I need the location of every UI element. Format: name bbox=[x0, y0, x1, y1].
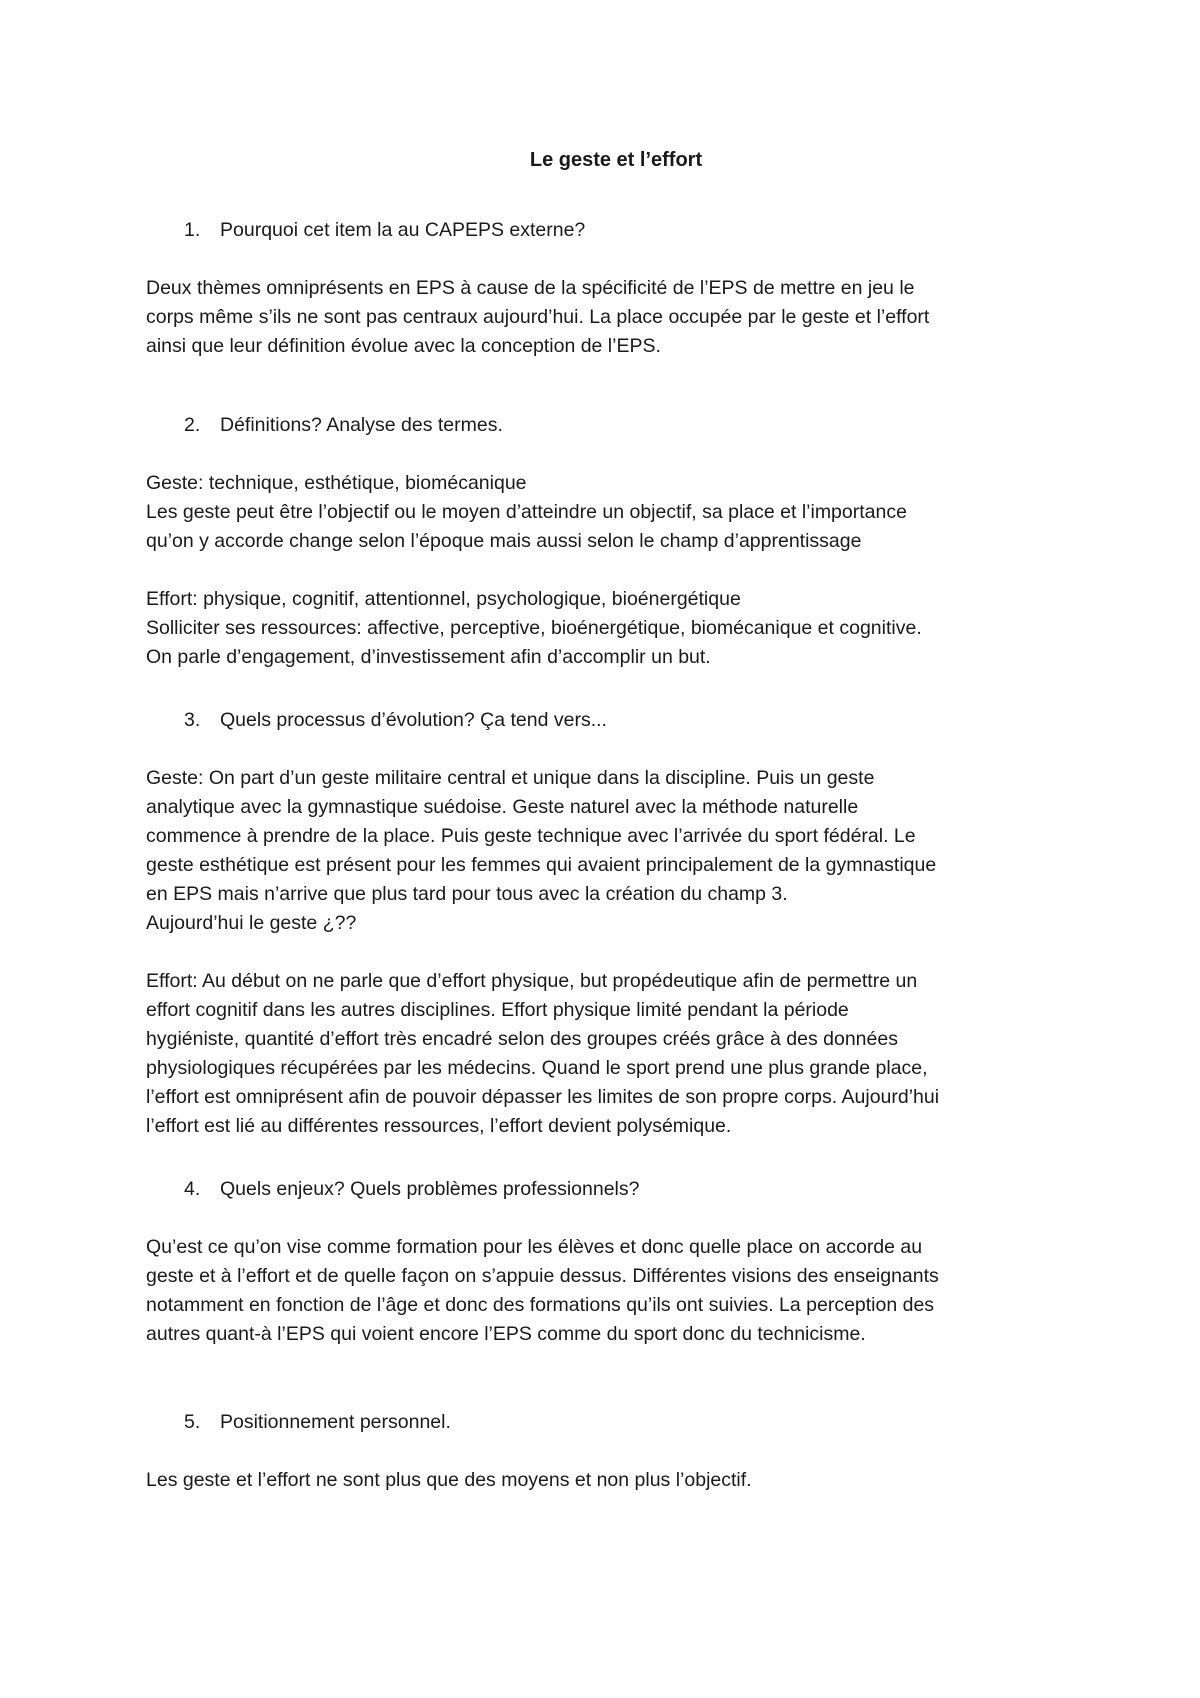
document-page bbox=[146, 0, 1086, 1698]
text-line: effort cognitif dans les autres disciplines. Effort physique limité pendant la période bbox=[146, 999, 849, 1021]
section-heading-text: Quels enjeux? Quels problèmes professionnels? bbox=[220, 1178, 640, 1200]
paragraph bbox=[146, 1233, 1086, 1349]
text-line: Effort: Au début on ne parle que d’effort physique, but propédeutique afin de permettre un bbox=[146, 970, 918, 992]
section-number: 2. bbox=[184, 414, 201, 436]
text-line: geste esthétique est présent pour les femmes qui avaient principalement de la gymnastique bbox=[146, 854, 937, 876]
section-heading bbox=[184, 411, 1086, 440]
section-heading-text: Pourquoi cet item la au CAPEPS externe? bbox=[220, 219, 586, 241]
text-line: autres quant-à l’EPS qui voient encore l’EPS comme du sport donc du technicisme. bbox=[146, 1323, 866, 1345]
section-heading-text: Positionnement personnel. bbox=[220, 1411, 451, 1433]
text-line: On parle d’engagement, d’investissement afin d’accomplir un but. bbox=[146, 646, 711, 668]
text-line: geste et à l’effort et de quelle façon on s’appuie dessus. Différentes visions des enseignants bbox=[146, 1265, 939, 1287]
document-title: Le geste et l’effort bbox=[529, 149, 703, 171]
text-line: l’effort est lié au différentes ressources, l’effort devient polysémique. bbox=[146, 1115, 732, 1137]
text-line: corps même s’ils ne sont pas centraux aujourd’hui. La place occupée par le geste et l’effort bbox=[146, 306, 930, 328]
section-heading bbox=[184, 1175, 1086, 1204]
section-3 bbox=[146, 706, 1086, 1141]
paragraph bbox=[146, 764, 1086, 938]
section-number: 4. bbox=[184, 1178, 201, 1200]
text-line: Solliciter ses ressources: affective, perceptive, bioénergétique, biomécanique et cognitive. bbox=[146, 617, 922, 639]
text-line: notamment en fonction de l’âge et donc des formations qu’ils ont suivies. La perception des bbox=[146, 1294, 935, 1316]
section-2 bbox=[146, 411, 1086, 672]
section-number: 1. bbox=[184, 219, 201, 241]
text-line: commence à prendre de la place. Puis geste technique avec l’arrivée du sport fédéral. Le bbox=[146, 825, 916, 847]
text-line: Les geste peut être l’objectif ou le moyen d’atteindre un objectif, sa place et l’importance bbox=[146, 501, 907, 523]
section-number: 3. bbox=[184, 709, 201, 731]
section-heading-text: Définitions? Analyse des termes. bbox=[220, 414, 503, 436]
section-4 bbox=[146, 1175, 1086, 1349]
text-line: hygiéniste, quantité d’effort très encadré selon des groupes créés grâce à des données bbox=[146, 1028, 898, 1050]
text-line: Deux thèmes omniprésents en EPS à cause de la spécificité de l’EPS de mettre en jeu le bbox=[146, 277, 915, 299]
text-line: Aujourd’hui le geste ¿?? bbox=[146, 912, 357, 934]
text-line: physiologiques récupérées par les médecins. Quand le sport prend une plus grande place, bbox=[146, 1057, 928, 1079]
text-line: Qu’est ce qu’on vise comme formation pour les élèves et donc quelle place on accorde au bbox=[146, 1236, 923, 1258]
section-number: 5. bbox=[184, 1411, 201, 1433]
section-1 bbox=[146, 216, 1086, 361]
text-line: en EPS mais n’arrive que plus tard pour tous avec la création du champ 3. bbox=[146, 883, 788, 905]
section-heading bbox=[184, 1408, 1086, 1437]
section-heading-text: Quels processus d’évolution? Ça tend vers... bbox=[220, 709, 607, 731]
section-5 bbox=[146, 1408, 1086, 1495]
text-line: qu’on y accorde change selon l’époque mais aussi selon le champ d’apprentissage bbox=[146, 530, 862, 552]
section-heading bbox=[184, 216, 1086, 245]
text-line: Geste: On part d’un geste militaire central et unique dans la discipline. Puis un geste bbox=[146, 767, 875, 789]
paragraph bbox=[146, 967, 1086, 1141]
paragraph bbox=[146, 469, 1086, 556]
section-heading bbox=[184, 706, 1086, 735]
text-line: ainsi que leur définition évolue avec la conception de l’EPS. bbox=[146, 335, 661, 357]
paragraph bbox=[146, 1466, 1086, 1495]
text-line: l’effort est omniprésent afin de pouvoir dépasser les limites de son propre corps. Aujourd’hui bbox=[146, 1086, 940, 1108]
text-line: Effort: physique, cognitif, attentionnel, psychologique, bioénergétique bbox=[146, 588, 741, 610]
paragraph bbox=[146, 274, 1086, 361]
text-line: Geste: technique, esthétique, biomécanique bbox=[146, 472, 527, 494]
text-line: analytique avec la gymnastique suédoise. Geste naturel avec la méthode naturelle bbox=[146, 796, 859, 818]
text-line: Les geste et l’effort ne sont plus que des moyens et non plus l’objectif. bbox=[146, 1469, 752, 1491]
paragraph bbox=[146, 585, 1086, 672]
